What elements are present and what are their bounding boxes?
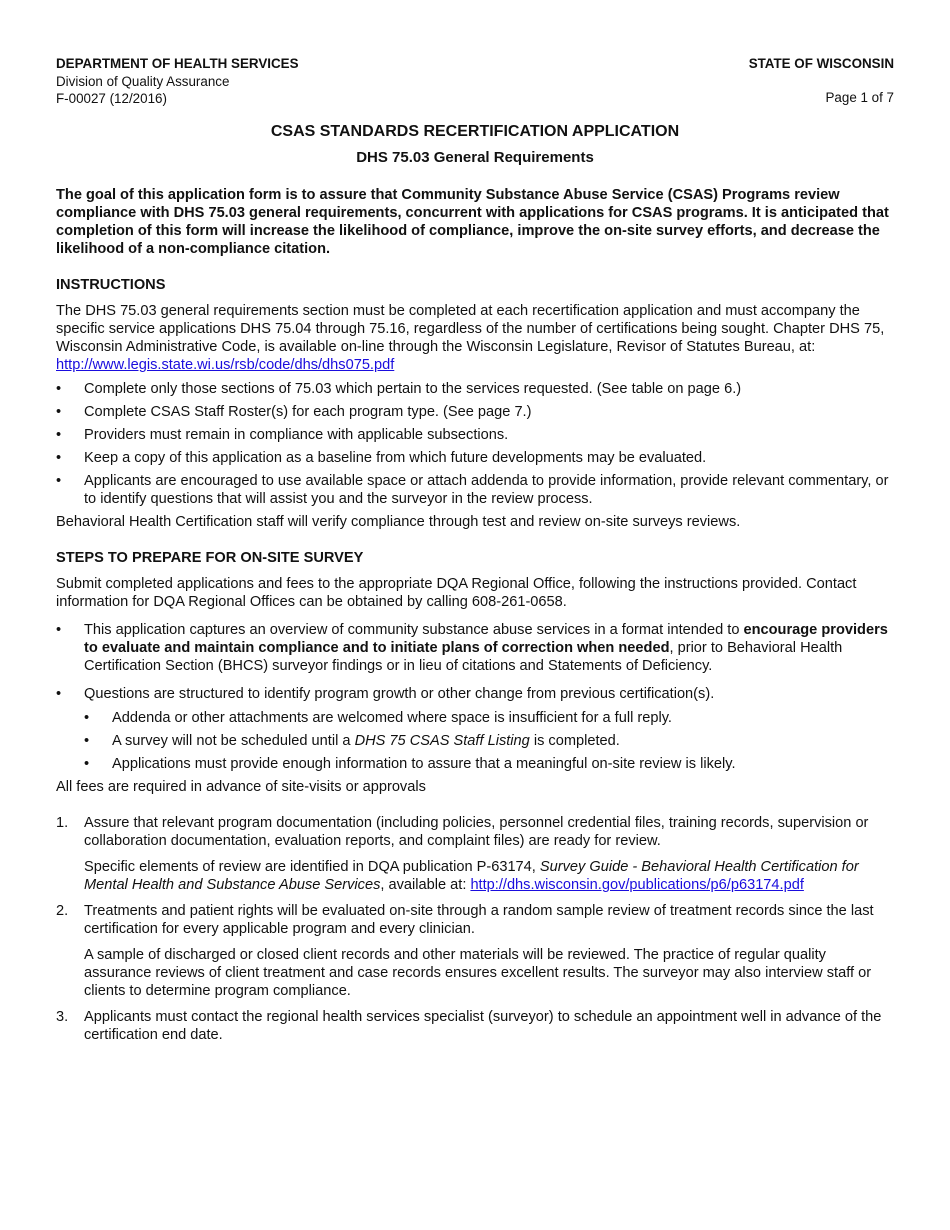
- instructions-closing: Behavioral Health Certification staff will verify compliance through test and review on-site surveys reviews.: [56, 514, 741, 530]
- list-item-text: Providers must remain in compliance with applicable subsections.: [84, 427, 509, 443]
- list-item: [56, 621, 894, 675]
- numbered-item-text: Assure that relevant program documentation (including policies, personnel credential files, training records, supervision or collaboration documentation, evaluation reports, and complaint files) are ready for review.: [84, 815, 869, 849]
- division-name: Division of Quality Assurance: [56, 74, 230, 89]
- publication-link[interactable]: http://dhs.wisconsin.gov/publications/p6/p63174.pdf: [470, 877, 804, 893]
- bullet-icon: •: [56, 450, 62, 466]
- numbered-item-text: Applicants must contact the regional health services specialist (surveyor) to schedule an appointment well in advance of the certification end date.: [84, 1009, 882, 1043]
- numbered-item: [56, 814, 894, 894]
- bullet-icon: •: [56, 427, 62, 443]
- state-name: STATE OF WISCONSIN: [748, 56, 894, 71]
- list-item-text: , prior to Behavioral Health Certification Section (BHCS) surveyor findings or in lieu of citations and Statements of Deficiency.: [84, 640, 843, 674]
- list-item-text: Questions are structured to identify program growth or other change from previous certification(s).: [84, 686, 715, 702]
- instructions-heading: INSTRUCTIONS: [56, 277, 166, 293]
- bullet-icon: •: [56, 622, 62, 638]
- form-id: F-00027 (12/2016): [56, 91, 167, 106]
- list-item-text: Addenda or other attachments are welcomed where space is insufficient for a full reply.: [112, 710, 672, 726]
- numbered-item-text: Treatments and patient rights will be evaluated on-site through a random sample review of treatment records since the last certification for every applicable program and every clinician.: [84, 903, 874, 937]
- numbered-item: [56, 1008, 894, 1044]
- list-item-text: This application captures an overview of community substance abuse services in a format intended to: [84, 622, 744, 638]
- steps-list: [56, 621, 894, 773]
- document-title: CSAS STANDARDS RECERTIFICATION APPLICATION: [270, 123, 680, 140]
- list-item-text: Applicants are encouraged to use available space or attach addenda to provide information, provide relevant commentary, or to identify questions that will assist you and the surveyor in the review process.: [84, 473, 889, 507]
- sub-list-item: [84, 755, 894, 773]
- instructions-paragraph: [56, 302, 894, 374]
- header-left: [56, 55, 299, 107]
- list-item-text: Complete only those sections of 75.03 which pertain to the services requested. (See table on page 6.): [84, 381, 742, 397]
- item-number: 2.: [56, 903, 69, 919]
- list-item: [56, 685, 894, 773]
- intro-paragraph: The goal of this application form is to assure that Community Substance Abuse Service (CSAS) Programs review compliance with DHS 75.03 general requirements, concurrent with applications for CSAS programs. It is anticipated that completion of this form will increase the likelihood of compliance, improve the on-site survey efforts, and decrease the likelihood of a non-compliance citation.: [56, 187, 889, 257]
- department-name: DEPARTMENT OF HEALTH SERVICES: [56, 56, 299, 71]
- numbered-item-extra: [84, 858, 894, 894]
- numbered-steps: [56, 814, 894, 1044]
- sub-list-item: [84, 732, 894, 750]
- steps-paragraph: Submit completed applications and fees to the appropriate DQA Regional Office, following the instructions provided. Contact information for DQA Regional Offices can be obtained by calling 608-261-0658.: [56, 576, 857, 610]
- statutes-link[interactable]: http://www.legis.state.wi.us/rsb/code/dhs/dhs075.pdf: [56, 357, 395, 373]
- bullet-icon: •: [56, 473, 62, 489]
- item-number: 3.: [56, 1009, 69, 1025]
- bullet-icon: •: [84, 756, 90, 772]
- numbered-item: [56, 902, 894, 1000]
- list-item: [56, 449, 894, 467]
- numbered-item-extra: A sample of discharged or closed client records and other materials will be reviewed. The practice of regular quality assurance reviews of client treatment and case records ensures excellent results. The surveyor may also interview staff or clients to determine program compliance.: [84, 947, 872, 999]
- list-item-text: Complete CSAS Staff Roster(s) for each program type. (See page 7.): [84, 404, 532, 420]
- bullet-icon: •: [84, 733, 90, 749]
- sub-list-item: [84, 709, 894, 727]
- list-item-text: A survey will not be scheduled until a: [112, 733, 355, 749]
- instructions-list: [56, 380, 894, 508]
- extra-text: Specific elements of review are identified in DQA publication P-63174,: [84, 859, 540, 875]
- document-body: [56, 122, 894, 1052]
- list-item: [56, 380, 894, 398]
- bullet-icon: •: [84, 710, 90, 726]
- header-right: [749, 55, 894, 107]
- list-item: [56, 403, 894, 421]
- steps-heading: STEPS TO PREPARE FOR ON-SITE SURVEY: [56, 550, 364, 566]
- steps-sub-list: [84, 709, 894, 773]
- extra-text: , available at:: [380, 877, 471, 893]
- instructions-text: The DHS 75.03 general requirements section must be completed at each recertification application and must accompany the specific service applications DHS 75.04 through 75.16, regardless of the number of certifications being sought. Chapter DHS 75, Wisconsin Administrative Code, is available on-line through the Wisconsin Legislature, Revisor of Statutes Bureau, at:: [56, 303, 885, 355]
- list-item: [56, 426, 894, 444]
- item-number: 1.: [56, 815, 69, 831]
- page-indicator: Page 1 of 7: [825, 90, 894, 105]
- bullet-icon: •: [56, 686, 62, 702]
- bullet-icon: •: [56, 404, 62, 420]
- list-item-text: is completed.: [529, 733, 620, 749]
- fees-note: All fees are required in advance of site-visits or approvals: [56, 779, 426, 795]
- document-subtitle: DHS 75.03 General Requirements: [356, 149, 594, 166]
- list-item: [56, 472, 894, 508]
- list-item-text: Keep a copy of this application as a baseline from which future developments may be evaluated.: [84, 450, 707, 466]
- staff-listing-title: DHS 75 CSAS Staff Listing: [354, 733, 530, 749]
- bullet-icon: •: [56, 381, 62, 397]
- list-item-text: Applications must provide enough information to assure that a meaningful on-site review is likely.: [112, 756, 736, 772]
- publication-title: Survey Guide - Behavioral Health Certification for Mental Health and Substance Abuse Services: [84, 859, 859, 893]
- emphasis-text: encourage providers to evaluate and maintain compliance and to initiate plans of correction when needed: [84, 622, 888, 656]
